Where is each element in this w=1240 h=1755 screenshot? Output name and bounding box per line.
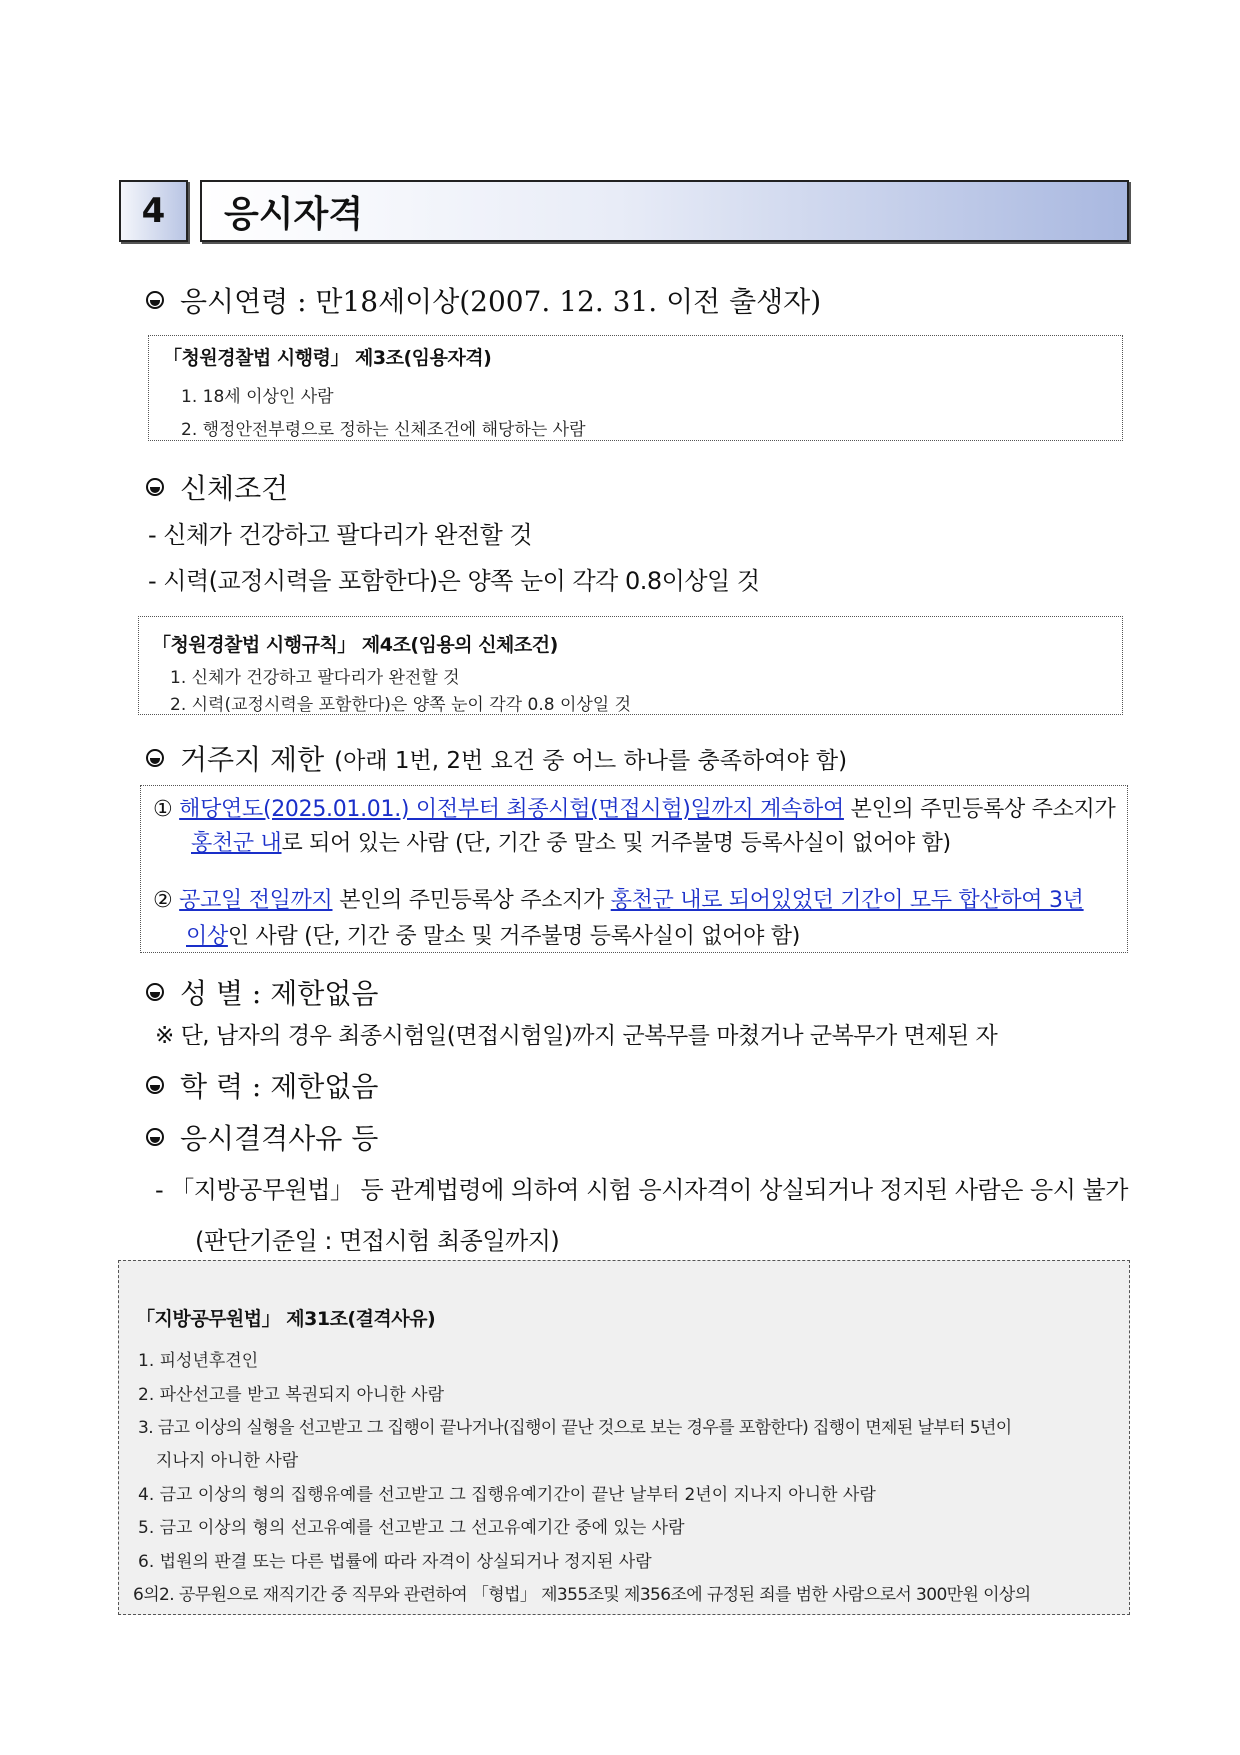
residence-highlight: 홍천군 내 — [191, 831, 282, 856]
circle-bullet-icon — [146, 291, 164, 309]
gender-heading: 성 별 : 제한없음 — [180, 977, 379, 1010]
residence-item-1-line-2 — [191, 826, 951, 857]
body-law-item: 1. 신체가 건강하고 팔다리가 완전할 것 — [170, 668, 460, 688]
age-law-title: 「청원경찰법 시행령」 제3조(임용자격) — [163, 347, 492, 369]
disqual-law-item: 3. 금고 이상의 실형을 선고받고 그 집행이 끝나거나(집행이 끝난 것으로 보는 경우를 포함한다) 집행이 면제된 날부터 5년이 — [138, 1418, 1012, 1438]
residence-heading-row — [146, 738, 847, 778]
disqual-line: (판단기준일 : 면접시험 최종일까지) — [195, 1227, 560, 1255]
circle-bullet-icon — [146, 1076, 164, 1094]
disqual-law-item: 4. 금고 이상의 형의 집행유예를 선고받고 그 집행유예기간이 끝난 날부터 2년이 지나지 아니한 사람 — [138, 1485, 876, 1505]
residence-highlight: 해당연도(2025.01.01.) 이전부터 최종시험(면접시험)일까지 계속하여 — [179, 797, 844, 822]
body-condition-line: - 시력(교정시력을 포함한다)은 양쪽 눈이 각각 0.8이상일 것 — [148, 567, 760, 595]
residence-highlight: 홍천군 내로 되어있었던 기간이 모두 합산하여 3년 — [610, 888, 1084, 913]
disqual-law-item: 지나지 아니한 사람 — [156, 1451, 299, 1471]
residence-highlight: 이상 — [186, 924, 228, 949]
age-law-item: 1. 18세 이상인 사람 — [181, 387, 334, 407]
education-heading: 학 력 : 제한없음 — [180, 1070, 379, 1103]
residence-text: 로 되어 있는 사람 (단, 기간 중 말소 및 거주불명 등록사실이 없어야 함) — [281, 831, 951, 856]
body-law-title: 「청원경찰법 시행규칙」 제4조(임용의 신체조건) — [152, 634, 558, 656]
residence-highlight: 공고일 전일까지 — [179, 888, 333, 913]
body-heading-row — [146, 467, 288, 507]
education-heading-row — [146, 1065, 378, 1105]
circle-bullet-icon — [146, 749, 164, 767]
disqual-law-item: 1. 피성년후견인 — [138, 1351, 259, 1371]
residence-heading: 거주지 제한 — [180, 743, 325, 776]
item-mark: ② — [153, 888, 173, 913]
residence-subheading: (아래 1번, 2번 요건 중 어느 하나를 충족하여야 함) — [334, 747, 848, 774]
circle-bullet-icon — [146, 983, 164, 1001]
body-law-item: 2. 시력(교정시력을 포함한다)은 양쪽 눈이 각각 0.8 이상일 것 — [170, 695, 632, 715]
age-heading: 응시연령 : 만18세이상(2007. 12. 31. 이전 출생자) — [180, 285, 822, 318]
disqual-line: - 「지방공무원법」 등 관계법령에 의하여 시험 응시자격이 상실되거나 정지된 사람은 응시 불가 — [155, 1176, 1128, 1204]
body-heading: 신체조건 — [180, 472, 289, 505]
age-heading-row — [146, 280, 821, 320]
age-law-item: 2. 행정안전부령으로 정하는 신체조건에 해당하는 사람 — [181, 420, 586, 440]
item-mark: ① — [153, 797, 173, 822]
body-condition-line: - 신체가 건강하고 팔다리가 완전할 것 — [148, 521, 533, 549]
disqual-heading-row — [146, 1117, 378, 1157]
residence-text: 본인의 주민등록상 주소지가 — [332, 888, 611, 913]
section-number: 4 — [119, 180, 188, 242]
circle-bullet-icon — [146, 1128, 164, 1146]
disqual-law-item: 6. 법원의 판결 또는 다른 법률에 따라 자격이 상실되거나 정지된 사람 — [138, 1552, 652, 1572]
disqual-law-item: 6의2. 공무원으로 재직기간 중 직무와 관련하여 「형법」 제355조및 제356조에 규정된 죄를 범한 사람으로서 300만원 이상의 — [133, 1585, 1031, 1605]
disqual-heading: 응시결격사유 등 — [180, 1122, 379, 1155]
disqual-law-item: 5. 금고 이상의 형의 선고유예를 선고받고 그 선고유예기간 중에 있는 사람 — [138, 1518, 685, 1538]
gender-heading-row — [146, 972, 378, 1012]
circle-bullet-icon — [146, 478, 164, 496]
gender-note: ※ 단, 남자의 경우 최종시험일(면접시험일)까지 군복무를 마쳤거나 군복무가 면제된 자 — [155, 1023, 998, 1049]
residence-item-2-line-1 — [153, 883, 1084, 914]
residence-text: 본인의 주민등록상 주소지가 — [843, 797, 1116, 822]
residence-text: 인 사람 (단, 기간 중 말소 및 거주불명 등록사실이 없어야 함) — [227, 924, 800, 949]
residence-item-1-line-1 — [153, 792, 1115, 823]
disqual-law-title: 「지방공무원법」 제31조(결격사유) — [136, 1308, 436, 1330]
section-title: 응시자격 — [200, 180, 1129, 242]
residence-item-2-line-2 — [186, 919, 800, 950]
disqual-law-item: 2. 파산선고를 받고 복권되지 아니한 사람 — [138, 1385, 444, 1405]
